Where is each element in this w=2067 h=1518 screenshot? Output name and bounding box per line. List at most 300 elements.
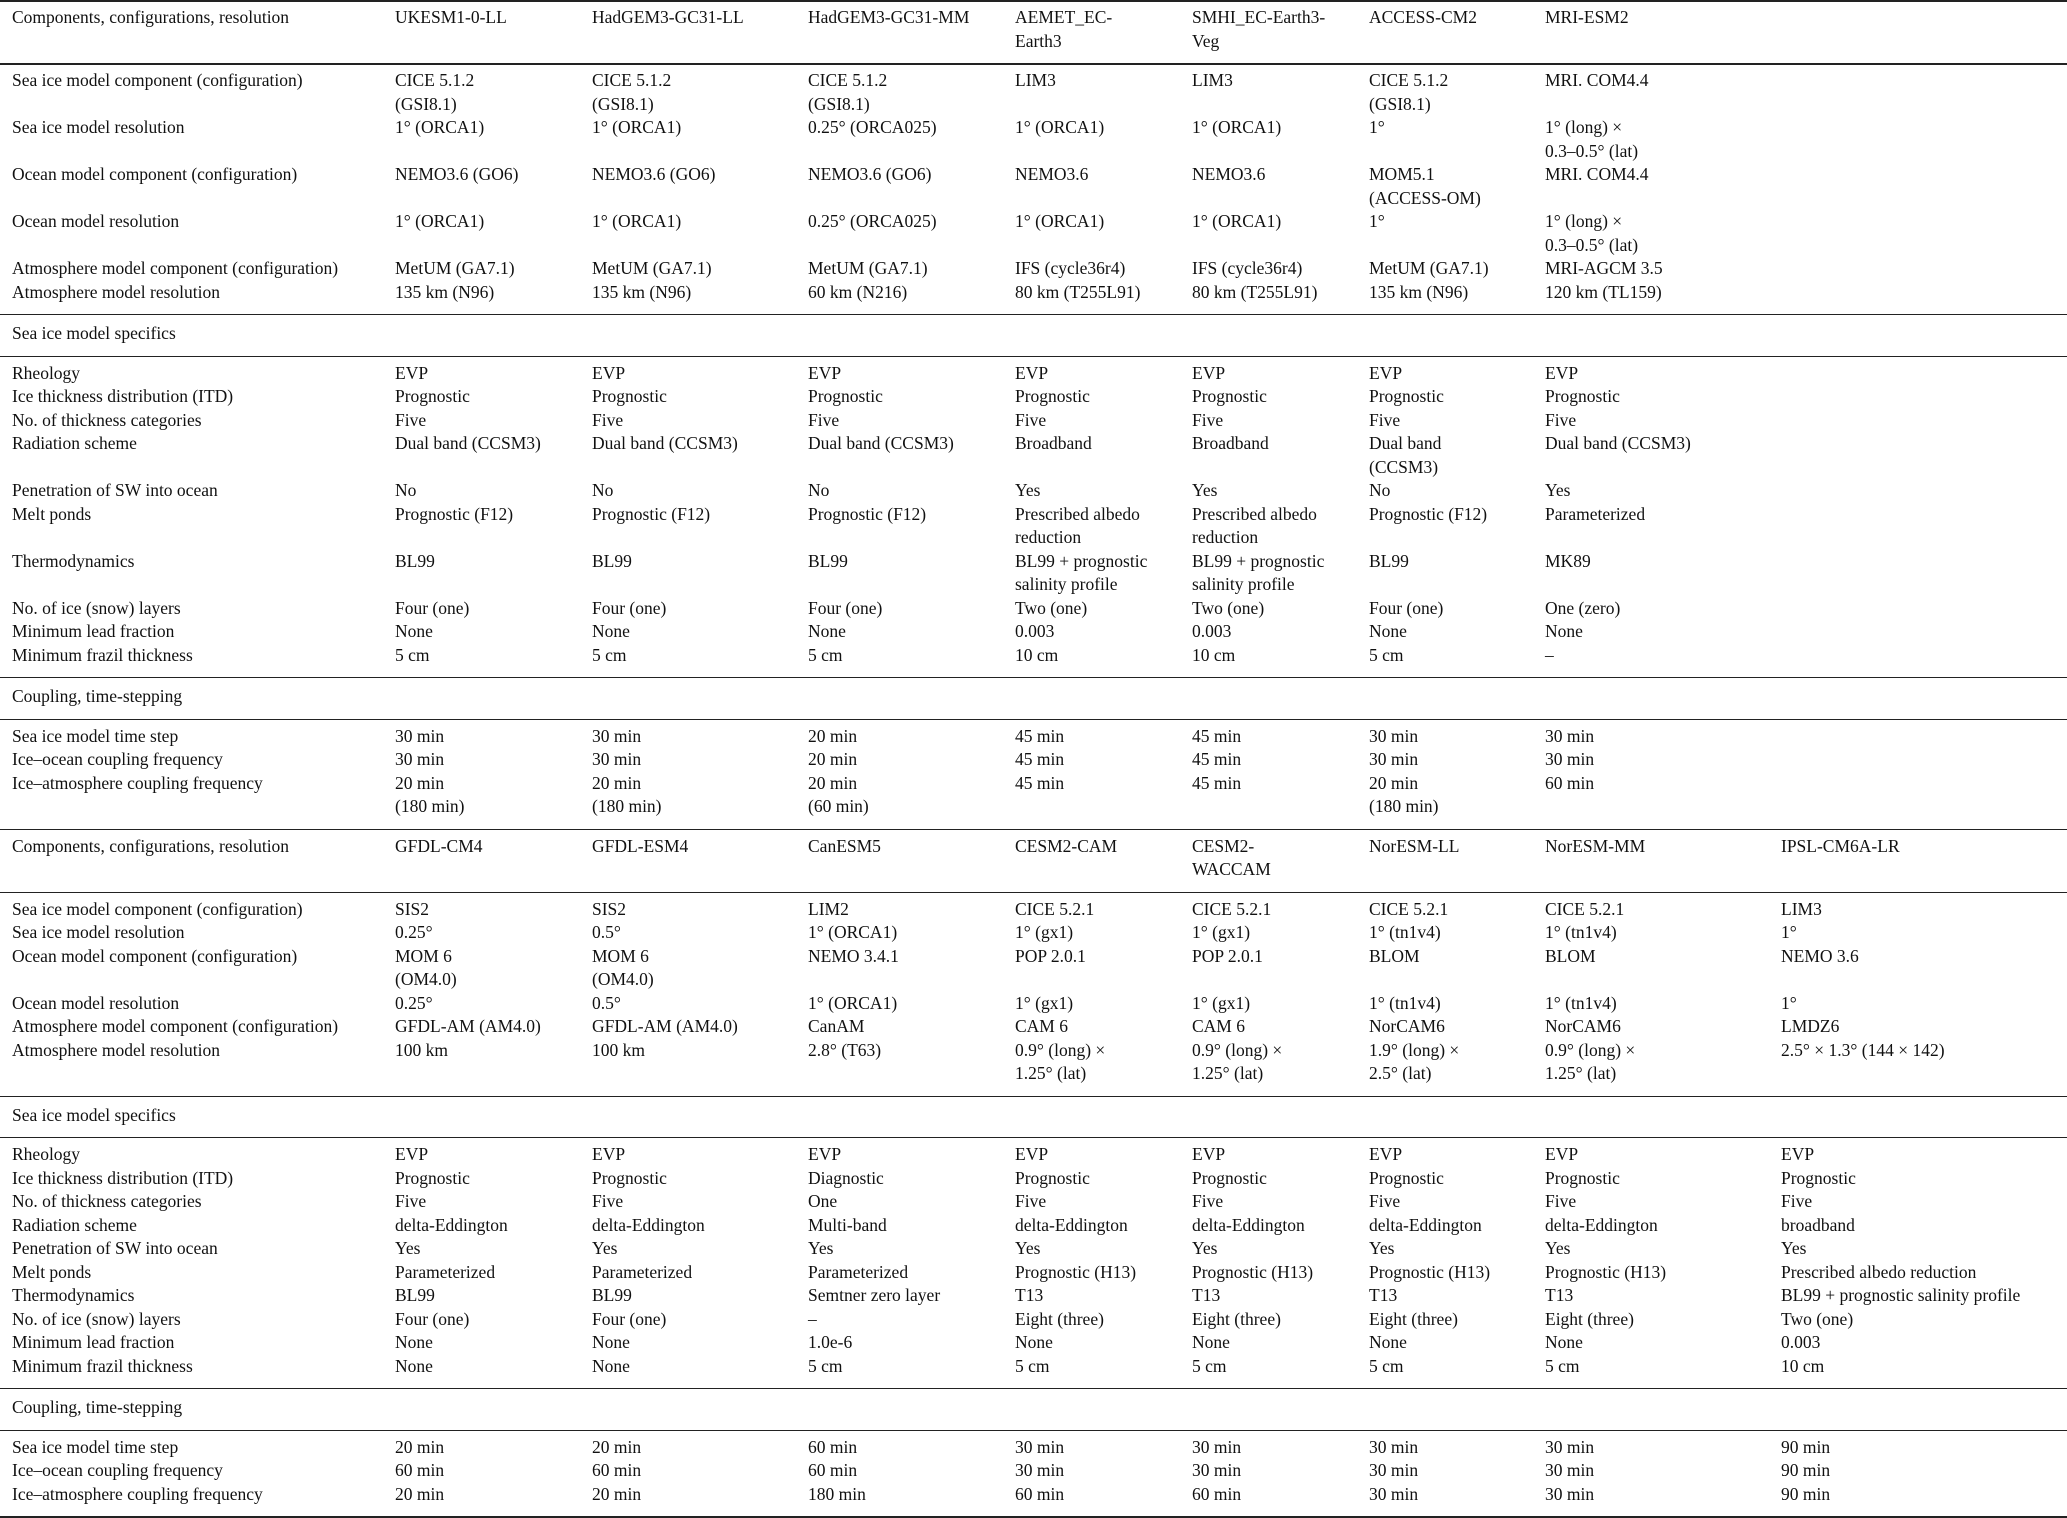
- row-cell: None: [1015, 1332, 1053, 1352]
- row-cell: 30 min: [592, 749, 642, 769]
- row-cell: MRI. COM4.4: [1545, 164, 1649, 184]
- row-cell: 60 min: [1545, 772, 1595, 793]
- row-cell: 0.9° (long) × 1.25° (lat): [1545, 1039, 1636, 1083]
- row-cell: Prognostic: [395, 1167, 470, 1188]
- header-cell: SMHI_EC-Earth3- Veg: [1192, 7, 1326, 51]
- row-cell: 1° (ORCA1): [1192, 211, 1282, 231]
- row-label: Sea ice model resolution: [12, 922, 185, 942]
- section-title: Sea ice model specifics: [12, 323, 176, 343]
- row-cell: 60 min: [808, 1460, 858, 1480]
- row-cell: 30 min: [592, 725, 642, 746]
- row-cell: Yes: [1192, 480, 1218, 500]
- row-cell: 30 min: [1369, 1460, 1419, 1480]
- row-label: Minimum lead fraction: [12, 1332, 175, 1352]
- row-cell: Prognostic (H13): [1545, 1261, 1667, 1282]
- row-cell: Prognostic: [1015, 1167, 1090, 1188]
- row-cell: Dual band (CCSM3): [1545, 433, 1691, 453]
- row-cell: EVP: [1015, 362, 1049, 383]
- row-cell: NEMO3.6 (GO6): [808, 164, 932, 184]
- row-cell: None: [592, 1332, 630, 1352]
- row-label: Ocean model component (configuration): [12, 164, 298, 184]
- row-cell: 30 min: [1545, 725, 1595, 746]
- row-cell: 5 cm: [1545, 1355, 1580, 1376]
- row-cell: Broadband: [1192, 433, 1269, 453]
- row-cell: 80 km (T255L91): [1015, 281, 1141, 302]
- row-cell: Diagnostic: [808, 1167, 884, 1188]
- row-label: Ocean model component (configuration): [12, 945, 298, 966]
- row-cell: 0.25° (ORCA025): [808, 117, 937, 137]
- row-cell: EVP: [1192, 362, 1226, 383]
- section-title: Sea ice model specifics: [12, 1104, 176, 1125]
- row-cell: 45 min: [1015, 749, 1065, 769]
- row-cell: 5 cm: [1369, 644, 1404, 665]
- row-label: Ice–ocean coupling frequency: [12, 749, 223, 769]
- row-cell: EVP: [808, 362, 842, 383]
- row-cell: Five: [592, 1191, 624, 1211]
- row-label: Atmosphere model resolution: [12, 1039, 221, 1060]
- row-cell: None: [1192, 1332, 1230, 1352]
- row-cell: None: [1545, 621, 1583, 641]
- row-cell: 30 min: [1192, 1460, 1242, 1480]
- row-cell: Yes: [592, 1238, 618, 1258]
- row-cell: Five: [1369, 409, 1401, 430]
- row-cell: 5 cm: [1015, 1355, 1050, 1376]
- row-label: Sea ice model time step: [12, 1436, 179, 1457]
- row-cell: MetUM (GA7.1): [592, 258, 712, 278]
- row-cell: EVP: [1369, 362, 1403, 383]
- row-cell: 80 km (T255L91): [1192, 281, 1318, 302]
- row-cell: BL99: [808, 550, 848, 571]
- row-cell: MRI. COM4.4: [1545, 70, 1649, 90]
- table-block-2: [0, 829, 2067, 1517]
- row-cell: Yes: [808, 1238, 834, 1258]
- row-cell: POP 2.0.1: [1192, 945, 1263, 966]
- row-cell: None: [592, 1355, 630, 1376]
- row-cell: CICE 5.2.1: [1015, 898, 1095, 919]
- row-cell: EVP: [395, 362, 429, 383]
- row-cell: 0.9° (long) × 1.25° (lat): [1015, 1039, 1106, 1083]
- row-cell: MetUM (GA7.1): [808, 258, 928, 278]
- row-cell: EVP: [592, 362, 626, 383]
- row-cell: Yes: [1015, 1238, 1041, 1258]
- row-cell: 30 min: [1015, 1436, 1065, 1457]
- row-cell: 1° (tn1v4): [1369, 992, 1441, 1013]
- header-label: Components, configurations, resolution: [12, 835, 290, 856]
- row-cell: 1.0e-6: [808, 1332, 853, 1352]
- row-cell: 20 min: [395, 1483, 445, 1504]
- row-cell: Prognostic: [395, 386, 470, 406]
- row-cell: Dual band (CCSM3): [808, 433, 954, 453]
- row-cell: 1° (ORCA1): [808, 922, 898, 942]
- row-cell: Prescribed albedo reduction: [1781, 1261, 1977, 1282]
- row-cell: NEMO3.6: [1192, 164, 1266, 184]
- row-cell: Prognostic: [1369, 1167, 1444, 1188]
- row-cell: 1° (long) × 0.3–0.5° (lat): [1545, 211, 1639, 255]
- row-cell: Five: [1192, 1191, 1224, 1211]
- row-cell: 10 cm: [1192, 644, 1236, 665]
- row-cell: EVP: [808, 1144, 842, 1164]
- row-cell: 1° (tn1v4): [1369, 922, 1441, 942]
- row-cell: 0.9° (long) × 1.25° (lat): [1192, 1039, 1283, 1083]
- row-cell: None: [1369, 1332, 1407, 1352]
- row-label: Penetration of SW into ocean: [12, 1238, 218, 1258]
- row-cell: 135 km (N96): [1369, 281, 1469, 302]
- row-cell: –: [1545, 644, 1554, 665]
- row-cell: LMDZ6: [1781, 1016, 1840, 1036]
- row-cell: 1° (gx1): [1192, 992, 1251, 1013]
- row-cell: 30 min: [1545, 1460, 1595, 1480]
- row-cell: 0.003: [1781, 1332, 1821, 1352]
- row-cell: Broadband: [1015, 433, 1092, 453]
- row-cell: 90 min: [1781, 1460, 1831, 1480]
- row-cell: T13: [1192, 1285, 1221, 1305]
- row-cell: Four (one): [395, 1308, 470, 1329]
- row-cell: Yes: [1545, 480, 1571, 500]
- row-cell: 180 min: [808, 1483, 866, 1504]
- row-cell: None: [395, 621, 433, 641]
- row-cell: 1°: [1781, 922, 1797, 942]
- row-label: Sea ice model resolution: [12, 117, 185, 137]
- row-label: Minimum frazil thickness: [12, 644, 193, 665]
- row-cell: 1° (gx1): [1192, 922, 1251, 942]
- row-cell: 2.8° (T63): [808, 1039, 882, 1060]
- row-label: No. of thickness categories: [12, 1191, 202, 1211]
- row-cell: CICE 5.2.1: [1192, 898, 1272, 919]
- row-cell: Yes: [1545, 1238, 1571, 1258]
- row-cell: Yes: [1781, 1238, 1807, 1258]
- row-cell: 1° (ORCA1): [808, 992, 898, 1013]
- row-cell: Parameterized: [395, 1261, 496, 1282]
- section-rule: [0, 356, 2067, 357]
- row-cell: Four (one): [592, 1308, 667, 1329]
- row-cell: 1° (ORCA1): [1015, 211, 1105, 231]
- header-cell: CESM2- WACCAM: [1192, 835, 1271, 879]
- row-cell: NEMO3.6 (GO6): [592, 164, 716, 184]
- row-cell: delta-Eddington: [1015, 1214, 1128, 1235]
- row-cell: 45 min: [1015, 725, 1065, 746]
- row-cell: EVP: [1781, 1144, 1815, 1164]
- row-cell: 1° (ORCA1): [1192, 117, 1282, 137]
- row-cell: 90 min: [1781, 1436, 1831, 1457]
- row-cell: Prognostic (F12): [1369, 503, 1488, 524]
- row-cell: Five: [1545, 409, 1577, 430]
- row-cell: 0.5°: [592, 992, 621, 1013]
- row-cell: delta-Eddington: [395, 1214, 508, 1235]
- row-cell: Five: [1545, 1191, 1577, 1211]
- row-label: Ice thickness distribution (ITD): [12, 1167, 234, 1188]
- row-label: Radiation scheme: [12, 1214, 137, 1235]
- row-cell: None: [395, 1355, 433, 1376]
- row-cell: Five: [592, 409, 624, 430]
- row-cell: Eight (three): [1192, 1308, 1281, 1329]
- row-cell: NorCAM6: [1545, 1016, 1621, 1036]
- row-cell: LIM3: [1192, 70, 1233, 90]
- row-cell: None: [395, 1332, 433, 1352]
- row-cell: BL99 + prognostic salinity profile: [1192, 550, 1325, 594]
- row-cell: 60 min: [592, 1460, 642, 1480]
- header-cell: HadGEM3-GC31-MM: [808, 7, 970, 27]
- row-cell: 20 min (180 min): [1369, 772, 1439, 816]
- row-cell: Yes: [1192, 1238, 1218, 1258]
- row-cell: 30 min: [1369, 725, 1419, 746]
- row-label: Atmosphere model component (configuration): [12, 1016, 339, 1036]
- section-rule: [0, 719, 2067, 720]
- row-cell: CICE 5.1.2 (GSI8.1): [1369, 70, 1449, 114]
- row-cell: Five: [1015, 409, 1047, 430]
- row-cell: IFS (cycle36r4): [1015, 258, 1126, 278]
- row-cell: No: [1369, 480, 1391, 500]
- row-cell: LIM3: [1015, 70, 1056, 90]
- row-cell: No: [592, 480, 614, 500]
- header-cell: HadGEM3-GC31-LL: [592, 7, 744, 27]
- row-cell: 20 min (180 min): [592, 772, 662, 816]
- row-cell: 45 min: [1192, 772, 1242, 793]
- row-cell: 20 min (60 min): [808, 772, 869, 816]
- row-cell: 1° (ORCA1): [592, 211, 682, 231]
- row-label: Sea ice model component (configuration): [12, 70, 303, 90]
- row-label: Radiation scheme: [12, 433, 137, 453]
- row-cell: 60 min: [808, 1436, 858, 1457]
- row-cell: 120 km (TL159): [1545, 281, 1662, 302]
- row-cell: Prescribed albedo reduction: [1192, 503, 1317, 547]
- row-cell: Dual band (CCSM3): [1369, 433, 1442, 477]
- row-cell: CICE 5.1.2 (GSI8.1): [395, 70, 475, 114]
- row-cell: 20 min: [592, 1436, 642, 1457]
- row-cell: delta-Eddington: [1192, 1214, 1305, 1235]
- header-cell: CanESM5: [808, 835, 881, 856]
- row-cell: 30 min: [1369, 749, 1419, 769]
- row-cell: 30 min: [395, 749, 445, 769]
- row-cell: EVP: [1545, 1144, 1579, 1164]
- row-cell: CICE 5.1.2 (GSI8.1): [592, 70, 672, 114]
- section-rule: [0, 677, 2067, 678]
- row-cell: NEMO 3.6: [1781, 945, 1859, 966]
- header-cell: NorESM-LL: [1369, 835, 1460, 856]
- row-cell: Parameterized: [592, 1261, 693, 1282]
- row-cell: 135 km (N96): [395, 281, 495, 302]
- row-label: Ocean model resolution: [12, 211, 180, 231]
- header-cell: ACCESS-CM2: [1369, 7, 1477, 27]
- row-cell: T13: [1015, 1285, 1044, 1305]
- section-title: Coupling, time-stepping: [12, 1397, 183, 1417]
- row-cell: Prognostic: [1015, 386, 1090, 406]
- row-cell: 30 min: [1015, 1460, 1065, 1480]
- row-cell: BL99 + prognostic salinity profile: [1015, 550, 1148, 594]
- row-cell: CICE 5.1.2 (GSI8.1): [808, 70, 888, 114]
- row-cell: Four (one): [395, 597, 470, 618]
- section-title: Coupling, time-stepping: [12, 686, 183, 706]
- row-cell: EVP: [1545, 362, 1579, 383]
- row-label: Ice thickness distribution (ITD): [12, 386, 234, 406]
- row-cell: MK89: [1545, 550, 1591, 571]
- row-cell: T13: [1369, 1285, 1398, 1305]
- row-cell: 30 min: [1369, 1436, 1419, 1457]
- row-cell: Four (one): [592, 597, 667, 618]
- row-cell: 100 km: [395, 1039, 448, 1060]
- row-cell: None: [1545, 1332, 1583, 1352]
- row-label: Thermodynamics: [12, 1285, 135, 1305]
- row-cell: 30 min: [1369, 1483, 1419, 1504]
- row-cell: Prognostic (H13): [1369, 1261, 1491, 1282]
- row-cell: BLOM: [1369, 945, 1420, 966]
- row-cell: delta-Eddington: [592, 1214, 705, 1235]
- row-cell: 1°: [1781, 992, 1797, 1013]
- section-rule: [0, 1388, 2067, 1389]
- row-cell: Prognostic: [1545, 386, 1620, 406]
- row-cell: MOM 6 (OM4.0): [592, 945, 654, 989]
- row-cell: Five: [395, 409, 427, 430]
- header-label: Components, configurations, resolution: [12, 7, 290, 27]
- row-cell: Two (one): [1781, 1308, 1854, 1329]
- row-cell: Eight (three): [1545, 1308, 1634, 1329]
- row-cell: MOM5.1 (ACCESS-OM): [1369, 164, 1481, 208]
- row-cell: Five: [395, 1191, 427, 1211]
- row-label: Ice–atmosphere coupling frequency: [12, 1483, 263, 1504]
- row-label: Ice–atmosphere coupling frequency: [12, 772, 263, 793]
- section-rule: [0, 1096, 2067, 1097]
- row-cell: MRI-AGCM 3.5: [1545, 258, 1663, 278]
- row-cell: LIM3: [1781, 898, 1822, 919]
- row-cell: 1° (ORCA1): [395, 117, 485, 137]
- row-label: Atmosphere model resolution: [12, 281, 221, 302]
- table-top-rule: [0, 829, 2067, 831]
- header-rule: [0, 63, 2067, 65]
- row-cell: 60 km (N216): [808, 281, 908, 302]
- row-cell: 0.25°: [395, 992, 433, 1013]
- row-cell: Prognostic: [808, 386, 883, 406]
- row-cell: EVP: [1192, 1144, 1226, 1164]
- row-cell: 30 min: [1192, 1436, 1242, 1457]
- row-cell: None: [592, 621, 630, 641]
- row-cell: 0.25°: [395, 922, 433, 942]
- row-cell: 1.9° (long) × 2.5° (lat): [1369, 1039, 1460, 1083]
- row-cell: Two (one): [1015, 597, 1088, 618]
- row-cell: 30 min: [1545, 1436, 1595, 1457]
- row-label: Minimum frazil thickness: [12, 1355, 193, 1376]
- row-cell: 1° (tn1v4): [1545, 922, 1617, 942]
- row-cell: LIM2: [808, 898, 849, 919]
- row-cell: Multi-band: [808, 1214, 887, 1235]
- row-cell: Prognostic: [592, 1167, 667, 1188]
- row-cell: BL99: [395, 550, 435, 571]
- row-cell: EVP: [395, 1144, 429, 1164]
- row-cell: NEMO3.6: [1015, 164, 1089, 184]
- row-label: Penetration of SW into ocean: [12, 480, 218, 500]
- row-cell: 1° (ORCA1): [395, 211, 485, 231]
- row-cell: EVP: [592, 1144, 626, 1164]
- row-cell: Yes: [1369, 1238, 1395, 1258]
- row-cell: 1°: [1369, 117, 1385, 137]
- row-cell: POP 2.0.1: [1015, 945, 1086, 966]
- row-cell: Prognostic: [1545, 1167, 1620, 1188]
- row-cell: CICE 5.2.1: [1369, 898, 1449, 919]
- row-cell: Prognostic: [592, 386, 667, 406]
- row-cell: 20 min: [592, 1483, 642, 1504]
- row-cell: Five: [1781, 1191, 1813, 1211]
- row-label: Melt ponds: [12, 503, 92, 524]
- row-cell: CAM 6: [1192, 1016, 1245, 1036]
- row-cell: Prognostic (F12): [592, 503, 711, 524]
- row-cell: Five: [1192, 409, 1224, 430]
- row-cell: None: [808, 621, 846, 641]
- row-label: Ice–ocean coupling frequency: [12, 1460, 223, 1480]
- row-cell: 1°: [1369, 211, 1385, 231]
- row-cell: Semtner zero layer: [808, 1285, 941, 1305]
- row-cell: BL99 + prognostic salinity profile: [1781, 1285, 2021, 1305]
- row-label: Melt ponds: [12, 1261, 92, 1282]
- row-cell: delta-Eddington: [1545, 1214, 1658, 1235]
- row-cell: 60 min: [395, 1460, 445, 1480]
- row-cell: 0.5°: [592, 922, 621, 942]
- row-cell: IFS (cycle36r4): [1192, 258, 1303, 278]
- row-cell: 20 min: [808, 725, 858, 746]
- row-label: Minimum lead fraction: [12, 621, 175, 641]
- row-label: Rheology: [12, 1144, 81, 1164]
- row-cell: Dual band (CCSM3): [395, 433, 541, 453]
- row-cell: 5 cm: [808, 644, 843, 665]
- row-cell: 45 min: [1015, 772, 1065, 793]
- row-cell: SIS2: [592, 898, 627, 919]
- row-cell: No: [395, 480, 417, 500]
- row-cell: 1° (gx1): [1015, 922, 1074, 942]
- row-cell: EVP: [1015, 1144, 1049, 1164]
- header-cell: GFDL-ESM4: [592, 835, 689, 856]
- row-cell: BL99: [592, 550, 632, 571]
- row-cell: 0.25° (ORCA025): [808, 211, 937, 231]
- row-cell: Four (one): [1369, 597, 1444, 618]
- header-cell: NorESM-MM: [1545, 835, 1646, 856]
- row-label: Ocean model resolution: [12, 992, 180, 1013]
- row-cell: 30 min: [395, 725, 445, 746]
- row-cell: 1° (ORCA1): [1015, 117, 1105, 137]
- header-cell: MRI-ESM2: [1545, 7, 1629, 27]
- row-cell: 2.5° × 1.3° (144 × 142): [1781, 1039, 1945, 1060]
- row-cell: Prognostic: [1192, 386, 1267, 406]
- row-cell: Parameterized: [808, 1261, 909, 1282]
- row-cell: Prognostic (F12): [808, 503, 927, 524]
- row-cell: No: [808, 480, 830, 500]
- row-cell: GFDL-AM (AM4.0): [395, 1016, 541, 1036]
- section-rule: [0, 1137, 2067, 1138]
- row-cell: 5 cm: [395, 644, 430, 665]
- row-cell: 20 min: [808, 749, 858, 769]
- row-label: No. of thickness categories: [12, 409, 202, 430]
- row-cell: GFDL-AM (AM4.0): [592, 1016, 738, 1036]
- row-cell: Eight (three): [1369, 1308, 1458, 1329]
- row-cell: CanAM: [808, 1016, 865, 1036]
- row-cell: Prognostic: [1781, 1167, 1856, 1188]
- row-cell: BL99: [592, 1285, 632, 1305]
- row-cell: Yes: [1015, 480, 1041, 500]
- row-label: Thermodynamics: [12, 550, 135, 571]
- row-cell: Five: [1369, 1191, 1401, 1211]
- row-cell: 45 min: [1192, 725, 1242, 746]
- row-cell: –: [808, 1308, 817, 1329]
- row-cell: Two (one): [1192, 597, 1265, 618]
- row-cell: 60 min: [1192, 1483, 1242, 1504]
- row-cell: 100 km: [592, 1039, 645, 1060]
- row-cell: 20 min: [395, 1436, 445, 1457]
- row-cell: 1° (gx1): [1015, 992, 1074, 1013]
- table-top-rule: [0, 0, 2067, 2]
- row-cell: 30 min: [1545, 1483, 1595, 1504]
- row-cell: BL99: [1369, 550, 1409, 571]
- row-cell: Prognostic: [1369, 386, 1444, 406]
- row-cell: Dual band (CCSM3): [592, 433, 738, 453]
- row-cell: Prognostic (H13): [1015, 1261, 1137, 1282]
- header-cell: UKESM1-0-LL: [395, 7, 507, 27]
- header-cell: AEMET_EC- Earth3: [1015, 7, 1113, 51]
